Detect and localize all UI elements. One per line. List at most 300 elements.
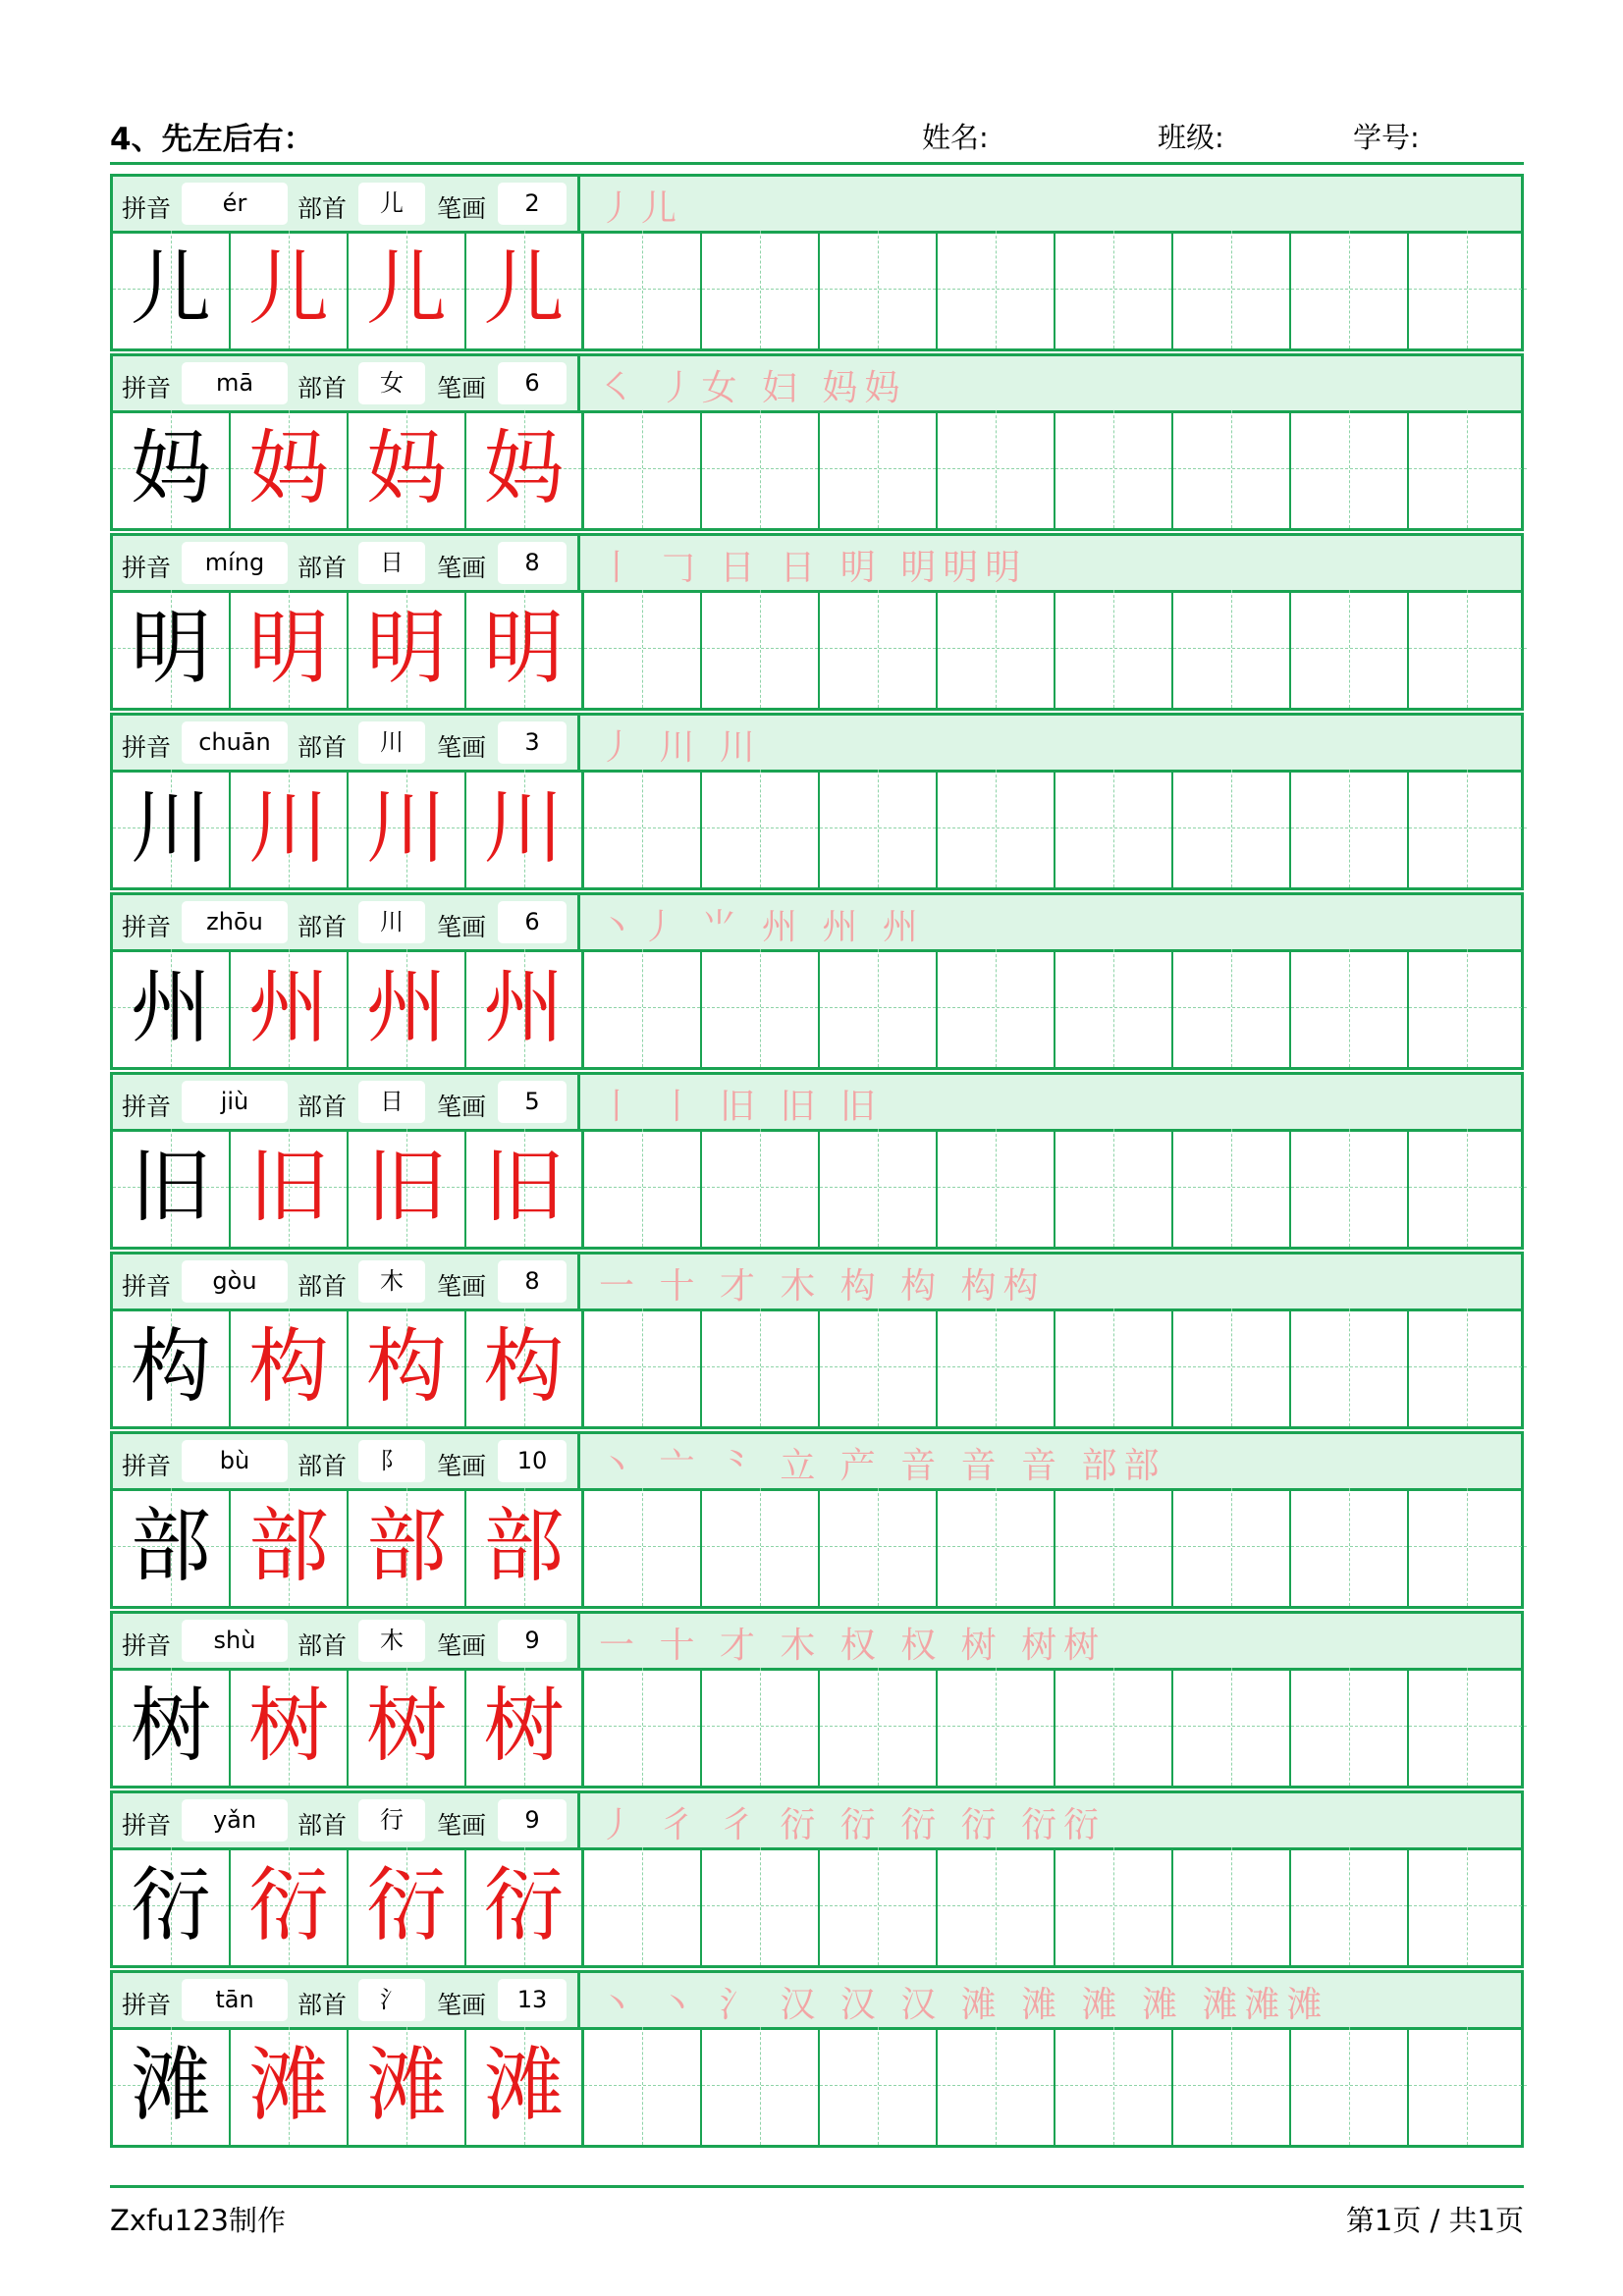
model-cell (113, 1668, 231, 1786)
class-label: 班级: (1158, 121, 1224, 154)
pinyin-value: ér (182, 183, 288, 225)
practice-cell[interactable] (1409, 1847, 1527, 1965)
practice-cell[interactable] (1291, 1668, 1409, 1786)
practice-cell[interactable] (702, 590, 820, 708)
radical-value: 儿 (358, 183, 425, 225)
stroke-count-label: 笔画 (437, 1093, 487, 1121)
character-block (110, 1790, 1524, 1970)
practice-cell[interactable] (584, 590, 702, 708)
model-cell (466, 590, 584, 708)
model-cell (349, 770, 466, 887)
practice-cell[interactable] (584, 770, 702, 887)
character-info-row (110, 1790, 1524, 1850)
radical-value: 日 (358, 1081, 425, 1123)
practice-cell[interactable] (938, 1488, 1055, 1606)
character-block (110, 892, 1524, 1072)
model-cell (466, 770, 584, 887)
trace-character: 构 (247, 1320, 329, 1414)
model-cell (113, 590, 231, 708)
radical-label: 部首 (298, 1093, 348, 1121)
writing-grid (110, 1488, 1524, 1609)
stroke-count-label: 笔画 (437, 1811, 487, 1840)
trace-character: 滩 (365, 2039, 447, 2132)
model-cell (231, 1847, 349, 1965)
footer-divider (110, 2185, 1524, 2188)
practice-cell[interactable] (1055, 1847, 1173, 1965)
model-cell (349, 1308, 466, 1426)
character-info (113, 1973, 580, 2027)
practice-cell[interactable] (1409, 231, 1527, 348)
stroke-order-sequence: 一 十 才 木 权 权 树 树树 (599, 1626, 1107, 1666)
character-info (113, 356, 580, 410)
trace-character: 川 (247, 781, 329, 875)
model-cell (466, 1847, 584, 1965)
practice-cell[interactable] (820, 410, 938, 528)
character-block (110, 1431, 1524, 1611)
practice-cell[interactable] (820, 1308, 938, 1426)
model-cell (231, 231, 349, 348)
stroke-order-sequence: 丶 丶 氵 汉 汉 汉 滩 滩 滩 滩 滩滩滩 (599, 1985, 1329, 2025)
practice-cell[interactable] (938, 410, 1055, 528)
model-character: 部 (130, 1500, 211, 1593)
trace-character: 衍 (365, 1859, 447, 1952)
character-block (110, 533, 1524, 713)
character-info (113, 1614, 580, 1668)
practice-cell[interactable] (1291, 1488, 1409, 1606)
model-cell (231, 770, 349, 887)
footer-credit: Zxfu123制作 (110, 2204, 286, 2237)
radical-value: 行 (358, 1799, 425, 1842)
practice-cell[interactable] (702, 1129, 820, 1247)
model-cell (349, 2027, 466, 2145)
pinyin-label: 拼音 (122, 733, 172, 762)
stroke-count-value: 6 (498, 901, 567, 943)
practice-cell[interactable] (1173, 1308, 1291, 1426)
practice-cell[interactable] (702, 231, 820, 348)
writing-grid (110, 1129, 1524, 1250)
practice-cell[interactable] (938, 770, 1055, 887)
model-cell (113, 231, 231, 348)
writing-grid (110, 1308, 1524, 1429)
pinyin-value: tān (182, 1979, 288, 2021)
character-info-row (110, 533, 1524, 593)
radical-value: 木 (358, 1260, 425, 1303)
stroke-count-label: 笔画 (437, 374, 487, 402)
practice-cell[interactable] (702, 1668, 820, 1786)
practice-cell[interactable] (1409, 1488, 1527, 1606)
character-info (113, 1793, 580, 1847)
stroke-order-sequence: 丿 川 川 (599, 727, 762, 768)
page-number: 第1页 / 共1页 (1345, 2204, 1524, 2237)
trace-character: 川 (483, 781, 565, 875)
stroke-count-value: 9 (498, 1620, 567, 1662)
trace-character: 树 (247, 1680, 329, 1773)
practice-cell[interactable] (702, 1847, 820, 1965)
character-info (113, 716, 580, 770)
practice-cell[interactable] (938, 231, 1055, 348)
practice-cell[interactable] (584, 1308, 702, 1426)
radical-label: 部首 (298, 1631, 348, 1660)
practice-cell[interactable] (1173, 1129, 1291, 1247)
pinyin-value: zhōu (182, 901, 288, 943)
radical-label: 部首 (298, 374, 348, 402)
character-block (110, 1252, 1524, 1431)
pinyin-label: 拼音 (122, 1631, 172, 1660)
stroke-order-sequence: 丨 𠃌 日 日 明 明明明 (599, 548, 1028, 588)
practice-cell[interactable] (1173, 949, 1291, 1067)
practice-cell[interactable] (584, 2027, 702, 2145)
practice-cell[interactable] (820, 1129, 938, 1247)
practice-cell[interactable] (1291, 1847, 1409, 1965)
stroke-count-value: 6 (498, 362, 567, 404)
practice-cell[interactable] (1055, 770, 1173, 887)
practice-cell[interactable] (1409, 410, 1527, 528)
trace-character: 儿 (365, 242, 447, 336)
character-info-row (110, 1252, 1524, 1311)
practice-cell[interactable] (1291, 410, 1409, 528)
radical-value: 日 (358, 542, 425, 584)
stroke-order-sequence: 丶 亠 ⺀ 立 产 音 音 音 部部 (599, 1446, 1166, 1486)
practice-cell[interactable] (820, 1668, 938, 1786)
practice-cell[interactable] (820, 590, 938, 708)
page-title: 4、先左后右： (110, 122, 314, 157)
model-character: 衍 (130, 1859, 211, 1952)
stroke-count-value: 8 (498, 1260, 567, 1303)
model-cell (349, 410, 466, 528)
character-info-row (110, 1072, 1524, 1132)
character-block (110, 1970, 1524, 2150)
practice-cell[interactable] (1409, 1668, 1527, 1786)
practice-cell[interactable] (1291, 1129, 1409, 1247)
model-cell (113, 949, 231, 1067)
character-info-row (110, 353, 1524, 413)
model-cell (231, 2027, 349, 2145)
practice-cell[interactable] (1173, 2027, 1291, 2145)
practice-cell[interactable] (938, 1129, 1055, 1247)
trace-character: 部 (483, 1500, 565, 1593)
character-block (110, 353, 1524, 533)
model-cell (231, 949, 349, 1067)
character-block (110, 713, 1524, 892)
practice-cell[interactable] (702, 2027, 820, 2145)
character-info-row (110, 1970, 1524, 2030)
character-block (110, 1611, 1524, 1790)
practice-cell[interactable] (702, 949, 820, 1067)
pinyin-label: 拼音 (122, 913, 172, 941)
name-label: 姓名: (922, 121, 989, 154)
stroke-order-sequence: 丶丿 ⺌ 州 州 州 (599, 907, 925, 947)
trace-character: 儿 (483, 242, 565, 336)
character-info (113, 1434, 580, 1488)
model-cell (349, 949, 466, 1067)
model-character: 川 (130, 781, 211, 875)
stroke-order-sequence: 一 十 才 木 构 构 构构 (599, 1266, 1046, 1307)
model-cell (113, 1847, 231, 1965)
trace-character: 部 (365, 1500, 447, 1593)
practice-cell[interactable] (584, 231, 702, 348)
model-cell (113, 1308, 231, 1426)
pinyin-value: gòu (182, 1260, 288, 1303)
character-info-row (110, 713, 1524, 773)
pinyin-label: 拼音 (122, 1811, 172, 1840)
practice-cell[interactable] (584, 1847, 702, 1965)
practice-cell[interactable] (1055, 1129, 1173, 1247)
pinyin-label: 拼音 (122, 1452, 172, 1480)
character-info-row (110, 174, 1524, 234)
practice-cell[interactable] (584, 1488, 702, 1606)
trace-character: 州 (365, 961, 447, 1054)
character-info (113, 895, 580, 949)
model-cell (113, 770, 231, 887)
trace-character: 川 (365, 781, 447, 875)
writing-grid (110, 590, 1524, 711)
practice-cell[interactable] (1409, 949, 1527, 1067)
radical-value: 木 (358, 1620, 425, 1662)
pinyin-label: 拼音 (122, 554, 172, 582)
model-character: 儿 (130, 242, 211, 336)
practice-cell[interactable] (938, 1668, 1055, 1786)
radical-label: 部首 (298, 1991, 348, 2019)
model-cell (466, 410, 584, 528)
model-cell (466, 1129, 584, 1247)
model-cell (231, 1129, 349, 1247)
practice-cell[interactable] (1173, 1668, 1291, 1786)
trace-character: 衍 (483, 1859, 565, 1952)
writing-grid (110, 2027, 1524, 2148)
pinyin-value: jiù (182, 1081, 288, 1123)
character-info (113, 536, 580, 590)
header-divider (110, 162, 1524, 165)
practice-cell[interactable] (1055, 231, 1173, 348)
practice-cell[interactable] (1055, 1308, 1173, 1426)
model-cell (113, 410, 231, 528)
practice-cell[interactable] (820, 1488, 938, 1606)
practice-cell[interactable] (702, 1488, 820, 1606)
practice-cell[interactable] (1291, 590, 1409, 708)
radical-value: 氵 (358, 1979, 425, 2021)
practice-cell[interactable] (1173, 231, 1291, 348)
practice-cell[interactable] (1409, 590, 1527, 708)
model-cell (231, 1668, 349, 1786)
pinyin-value: shù (182, 1620, 288, 1662)
radical-value: 川 (358, 901, 425, 943)
model-character: 州 (130, 961, 211, 1054)
stroke-count-value: 10 (498, 1440, 567, 1482)
practice-cell[interactable] (1173, 1847, 1291, 1965)
practice-cell[interactable] (702, 770, 820, 887)
model-cell (466, 1488, 584, 1606)
practice-cell[interactable] (820, 2027, 938, 2145)
practice-cell[interactable] (584, 1668, 702, 1786)
trace-character: 旧 (365, 1141, 447, 1234)
trace-character: 构 (483, 1320, 565, 1414)
pinyin-value: mā (182, 362, 288, 404)
practice-sheet (110, 174, 1524, 2150)
model-character: 构 (130, 1320, 211, 1414)
practice-cell[interactable] (1291, 231, 1409, 348)
practice-cell[interactable] (820, 949, 938, 1067)
trace-character: 妈 (365, 422, 447, 515)
stroke-count-value: 13 (498, 1979, 567, 2021)
stroke-order-sequence: 丨 丨 旧 旧 旧 (599, 1087, 883, 1127)
pinyin-label: 拼音 (122, 1093, 172, 1121)
practice-cell[interactable] (820, 1847, 938, 1965)
model-cell (231, 1308, 349, 1426)
model-cell (113, 2027, 231, 2145)
practice-cell[interactable] (1055, 2027, 1173, 2145)
practice-cell[interactable] (1055, 1668, 1173, 1786)
stroke-count-label: 笔画 (437, 1452, 487, 1480)
radical-value: 女 (358, 362, 425, 404)
model-cell (231, 590, 349, 708)
character-info-row (110, 1611, 1524, 1671)
trace-character: 滩 (247, 2039, 329, 2132)
trace-character: 旧 (247, 1141, 329, 1234)
practice-cell[interactable] (1291, 1308, 1409, 1426)
stroke-count-value: 3 (498, 721, 567, 764)
trace-character: 州 (247, 961, 329, 1054)
practice-cell[interactable] (820, 770, 938, 887)
trace-character: 构 (365, 1320, 447, 1414)
model-cell (349, 231, 466, 348)
practice-cell[interactable] (1055, 590, 1173, 708)
character-info (113, 1255, 580, 1308)
pinyin-value: yǎn (182, 1799, 288, 1842)
stroke-count-label: 笔画 (437, 913, 487, 941)
model-character: 妈 (130, 422, 211, 515)
writing-grid (110, 949, 1524, 1070)
writing-grid (110, 231, 1524, 351)
stroke-count-value: 8 (498, 542, 567, 584)
trace-character: 州 (483, 961, 565, 1054)
trace-character: 树 (483, 1680, 565, 1773)
trace-character: 妈 (483, 422, 565, 515)
stroke-order-sequence: 丿 彳 彳 衍 衍 衍 衍 衍衍 (599, 1805, 1107, 1845)
stroke-count-label: 笔画 (437, 1991, 487, 2019)
practice-cell[interactable] (1409, 2027, 1527, 2145)
trace-character: 明 (365, 602, 447, 695)
model-cell (466, 2027, 584, 2145)
writing-grid (110, 410, 1524, 531)
practice-cell[interactable] (584, 410, 702, 528)
trace-character: 部 (247, 1500, 329, 1593)
practice-cell[interactable] (1173, 770, 1291, 887)
stroke-count-value: 2 (498, 183, 567, 225)
character-info-row (110, 1431, 1524, 1491)
practice-cell[interactable] (820, 231, 938, 348)
student-id-label: 学号: (1353, 121, 1420, 154)
trace-character: 妈 (247, 422, 329, 515)
trace-character: 滩 (483, 2039, 565, 2132)
pinyin-label: 拼音 (122, 374, 172, 402)
stroke-count-label: 笔画 (437, 194, 487, 223)
model-cell (113, 1129, 231, 1247)
character-block (110, 174, 1524, 353)
practice-cell[interactable] (1055, 1488, 1173, 1606)
trace-character: 衍 (247, 1859, 329, 1952)
radical-label: 部首 (298, 1452, 348, 1480)
model-character: 明 (130, 602, 211, 695)
practice-cell[interactable] (584, 1129, 702, 1247)
character-info (113, 1075, 580, 1129)
practice-cell[interactable] (1409, 1308, 1527, 1426)
practice-cell[interactable] (1409, 770, 1527, 887)
practice-cell[interactable] (702, 1308, 820, 1426)
stroke-order-sequence: ㇛ 丿女 妇 妈妈 (599, 368, 907, 408)
radical-label: 部首 (298, 554, 348, 582)
model-character: 旧 (130, 1141, 211, 1234)
practice-cell[interactable] (1055, 410, 1173, 528)
practice-cell[interactable] (1291, 770, 1409, 887)
radical-label: 部首 (298, 194, 348, 223)
stroke-count-value: 5 (498, 1081, 567, 1123)
practice-cell[interactable] (1173, 1488, 1291, 1606)
practice-cell[interactable] (938, 1847, 1055, 1965)
trace-character: 旧 (483, 1141, 565, 1234)
writing-grid (110, 1847, 1524, 1968)
model-cell (349, 1488, 466, 1606)
model-cell (231, 410, 349, 528)
stroke-count-value: 9 (498, 1799, 567, 1842)
radical-label: 部首 (298, 913, 348, 941)
model-cell (349, 590, 466, 708)
writing-grid (110, 1668, 1524, 1789)
stroke-count-label: 笔画 (437, 1631, 487, 1660)
model-cell (466, 1308, 584, 1426)
radical-label: 部首 (298, 1811, 348, 1840)
character-block (110, 1072, 1524, 1252)
writing-grid (110, 770, 1524, 890)
practice-cell[interactable] (1291, 2027, 1409, 2145)
practice-cell[interactable] (1055, 949, 1173, 1067)
model-cell (349, 1847, 466, 1965)
practice-cell[interactable] (938, 590, 1055, 708)
model-cell (231, 1488, 349, 1606)
character-info (113, 177, 580, 231)
radical-label: 部首 (298, 733, 348, 762)
pinyin-label: 拼音 (122, 194, 172, 223)
trace-character: 明 (483, 602, 565, 695)
model-cell (113, 1488, 231, 1606)
model-cell (466, 949, 584, 1067)
practice-cell[interactable] (1291, 949, 1409, 1067)
practice-cell[interactable] (702, 410, 820, 528)
stroke-count-label: 笔画 (437, 733, 487, 762)
practice-cell[interactable] (1173, 590, 1291, 708)
stroke-count-label: 笔画 (437, 1272, 487, 1301)
pinyin-label: 拼音 (122, 1991, 172, 2019)
practice-cell[interactable] (938, 949, 1055, 1067)
pinyin-value: chuān (182, 721, 288, 764)
model-cell (466, 1668, 584, 1786)
trace-character: 树 (365, 1680, 447, 1773)
practice-cell[interactable] (584, 949, 702, 1067)
practice-cell[interactable] (1173, 410, 1291, 528)
practice-cell[interactable] (938, 1308, 1055, 1426)
practice-cell[interactable] (938, 2027, 1055, 2145)
practice-cell[interactable] (1409, 1129, 1527, 1247)
model-cell (349, 1668, 466, 1786)
page-header (110, 110, 1524, 161)
radical-label: 部首 (298, 1272, 348, 1301)
trace-character: 明 (247, 602, 329, 695)
stroke-count-label: 笔画 (437, 554, 487, 582)
radical-value: 川 (358, 721, 425, 764)
model-cell (349, 1129, 466, 1247)
model-cell (466, 231, 584, 348)
pinyin-label: 拼音 (122, 1272, 172, 1301)
model-character: 滩 (130, 2039, 211, 2132)
